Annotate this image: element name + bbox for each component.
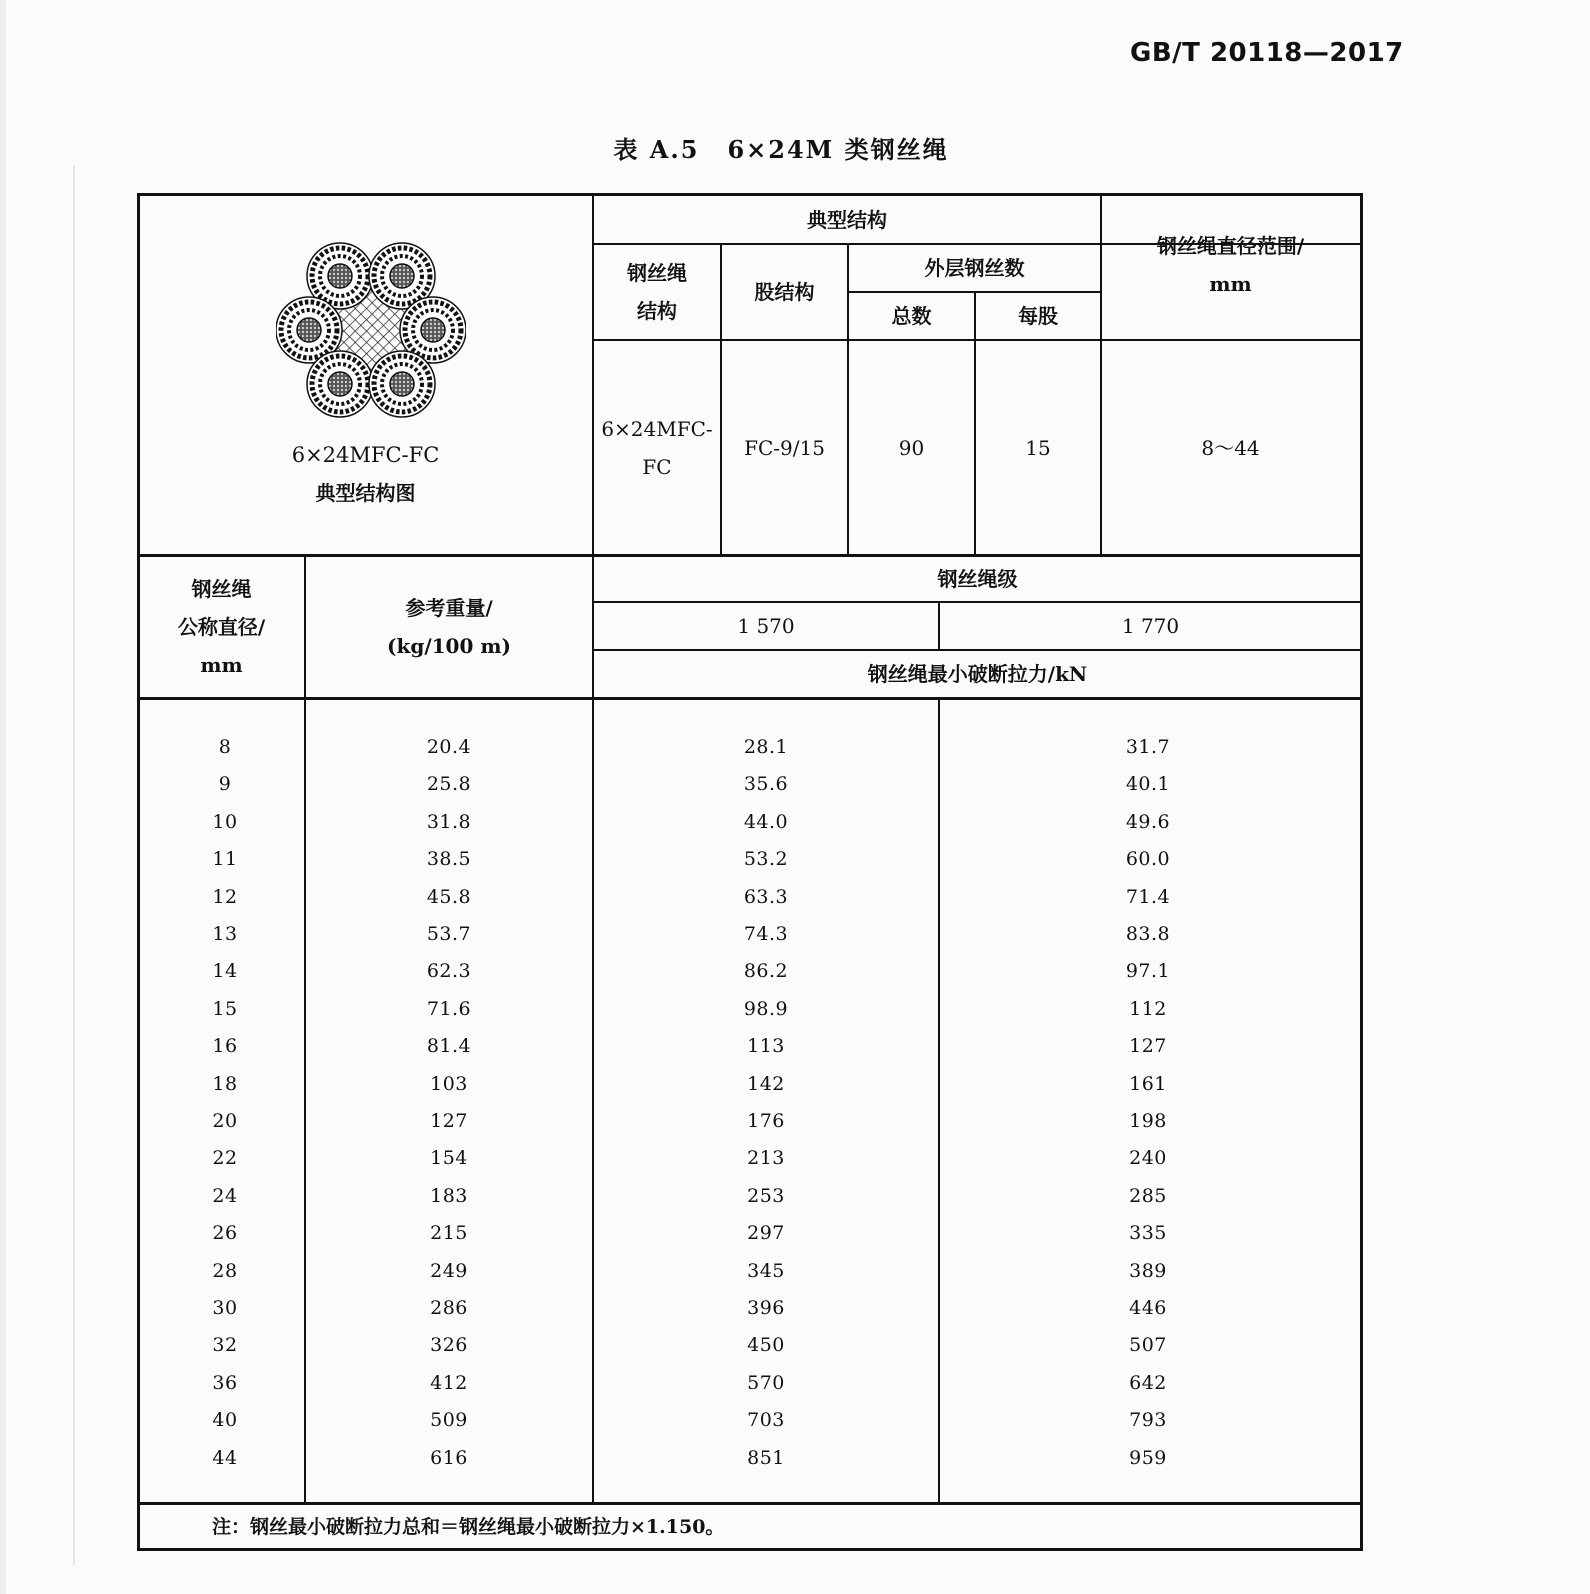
grade-1570-force-cell: 44.0 (743, 810, 789, 833)
rope-cross-section-figure (276, 240, 466, 420)
grade-1770-force-cell: 49.6 (1125, 810, 1171, 833)
grade-1570-force-cell: 396 (747, 1297, 785, 1319)
weight-cell: 31.8 (426, 810, 472, 833)
grade-1770-force-cell: 127 (1129, 1035, 1167, 1058)
nominal-diameter-cell: 18 (212, 1072, 238, 1095)
weight-cell: 71.6 (426, 997, 472, 1020)
total-header: 总数 (891, 304, 932, 328)
weight-cell: 127 (430, 1110, 468, 1132)
weight-cell: 412 (430, 1371, 468, 1394)
nominal-diameter-cell: 13 (212, 923, 238, 945)
grade-1770-force-cell: 389 (1129, 1259, 1167, 1282)
grade-1770-force-cell: 285 (1129, 1184, 1167, 1207)
weight-cell: 53.7 (426, 923, 472, 945)
weight-cell: 616 (430, 1446, 468, 1469)
grade-1770-force-cell: 335 (1129, 1222, 1167, 1245)
grade-1570-force-cell: 570 (747, 1371, 785, 1394)
table-number: 表 A.5 (613, 135, 700, 164)
nominal-diameter-cell: 9 (218, 773, 232, 796)
grade-1770-force-cell: 40.1 (1125, 773, 1171, 796)
nominal-diameter-cell: 11 (212, 848, 238, 871)
grade-1770-force-cell: 112 (1129, 997, 1167, 1020)
grade-1570-force-cell: 113 (747, 1035, 785, 1058)
typical-total: 90 (898, 435, 925, 460)
grade-1570-force-cell: 142 (747, 1072, 785, 1095)
grade-1570: 1 570 (737, 614, 795, 638)
weight-cell: 62.3 (426, 960, 472, 983)
weight-cell: 38.5 (426, 848, 472, 871)
rule (139, 1502, 1361, 1505)
grade-1770-force-cell: 161 (1129, 1072, 1167, 1095)
grade-1770-force-cell: 71.4 (1125, 885, 1171, 908)
grade-1570-force-cell: 74.3 (743, 923, 789, 945)
nominal-diameter-cell: 36 (212, 1371, 238, 1394)
outer-wires-header: 外层钢丝数 (924, 256, 1025, 280)
nominal-diameter-cell: 10 (212, 810, 238, 833)
grade-1770-force-cell: 240 (1129, 1147, 1167, 1170)
typical-diameter-range: 8～44 (1201, 435, 1260, 460)
weight-cell: 183 (430, 1184, 468, 1207)
table-title (0, 130, 1590, 165)
grade-1570-force-cell: 53.2 (743, 848, 789, 871)
grade-1770-force-cell: 31.7 (1125, 736, 1171, 758)
grade-1770: 1 770 (1121, 614, 1180, 638)
weight-header: 参考重量/ (kg/100 m) (387, 596, 511, 658)
page-fold-shadow (73, 165, 75, 1565)
grade-1770-force-cell: 198 (1129, 1110, 1167, 1132)
weight-cell: 509 (430, 1409, 468, 1432)
grade-1570-force-cell: 345 (747, 1259, 785, 1282)
figure-label-line2: 典型结构图 (315, 481, 416, 505)
table-title-text: 6×24M 类钢丝绳 (727, 135, 949, 164)
grade-1570-force-cell: 28.1 (743, 736, 789, 758)
diameter-range-header: 钢丝绳直径范围/ mm (1156, 234, 1305, 296)
nominal-diameter-cell: 20 (212, 1110, 238, 1132)
weight-cell: 286 (430, 1297, 468, 1319)
grade-1770-force-cell: 446 (1129, 1297, 1167, 1319)
typical-rope-structure: 6×24MFC- FC (601, 416, 713, 479)
grade-1570-force-cell: 86.2 (743, 960, 789, 983)
nominal-diameter-cell: 40 (212, 1409, 238, 1432)
grade-1570-force-cell: 450 (747, 1334, 785, 1357)
rule (938, 697, 940, 1502)
grade-1570-force-cell: 297 (747, 1222, 785, 1245)
nominal-diameter-cell: 8 (218, 736, 232, 758)
nominal-diameter-cell: 16 (212, 1035, 238, 1058)
table-note: 注：钢丝最小破断拉力总和＝钢丝绳最小破断拉力×1.150。 (212, 1516, 725, 1538)
grade-1570-force-cell: 213 (747, 1147, 785, 1170)
nominal-diameter-cell: 30 (212, 1297, 238, 1319)
rope-structure-header: 钢丝绳 结构 (627, 261, 687, 323)
nominal-diameter-header: 钢丝绳 公称直径/ mm (177, 577, 266, 677)
page-edge (0, 0, 6, 1594)
grade-1770-force-cell: 793 (1129, 1409, 1167, 1432)
standard-number: GB/T 20118—2017 (1130, 38, 1404, 68)
weight-cell: 45.8 (426, 885, 472, 908)
grade-header: 钢丝绳级 (937, 567, 1018, 591)
nominal-diameter-cell: 28 (212, 1259, 238, 1282)
grade-1570-force-cell: 63.3 (743, 885, 789, 908)
nominal-diameter-cell: 15 (212, 997, 238, 1020)
figure-label-line1: 6×24MFC-FC (291, 443, 440, 467)
grade-1770-force-cell: 60.0 (1125, 848, 1171, 871)
grade-1770-force-cell: 642 (1129, 1371, 1167, 1394)
weight-cell: 154 (430, 1147, 468, 1170)
typical-strand-structure: FC-9/15 (744, 435, 825, 460)
strand-structure-header: 股结构 (754, 280, 815, 304)
grade-1570-force-cell: 851 (747, 1446, 785, 1469)
nominal-diameter-cell: 14 (212, 960, 238, 983)
breaking-force-header: 钢丝绳最小破断拉力/kN (867, 662, 1088, 686)
weight-cell: 249 (430, 1259, 468, 1282)
nominal-diameter-cell: 12 (212, 885, 238, 908)
grade-1770-force-cell: 959 (1129, 1446, 1167, 1469)
grade-1570-force-cell: 253 (747, 1184, 785, 1207)
weight-cell: 326 (430, 1334, 468, 1357)
nominal-diameter-cell: 24 (212, 1184, 238, 1207)
nominal-diameter-cell: 22 (212, 1147, 238, 1170)
grade-1570-force-cell: 703 (747, 1409, 785, 1432)
weight-cell: 81.4 (426, 1035, 472, 1058)
grade-1770-force-cell: 97.1 (1125, 960, 1171, 983)
grade-1770-force-cell: 83.8 (1125, 923, 1171, 945)
weight-cell: 25.8 (426, 773, 472, 796)
rule (139, 697, 1361, 700)
nominal-diameter-cell: 32 (212, 1334, 238, 1357)
grade-1570-force-cell: 35.6 (743, 773, 789, 796)
typical-per-strand: 15 (1025, 435, 1051, 460)
weight-cell: 215 (430, 1222, 468, 1245)
weight-cell: 20.4 (426, 736, 472, 758)
typical-structure-header: 典型结构 (807, 207, 887, 232)
per-strand-header: 每股 (1018, 304, 1058, 328)
grade-1570-force-cell: 176 (747, 1110, 785, 1132)
grade-1770-force-cell: 507 (1129, 1334, 1167, 1357)
nominal-diameter-cell: 44 (212, 1446, 238, 1469)
nominal-diameter-cell: 26 (212, 1222, 238, 1245)
grade-1570-force-cell: 98.9 (743, 997, 789, 1020)
weight-cell: 103 (430, 1072, 468, 1095)
